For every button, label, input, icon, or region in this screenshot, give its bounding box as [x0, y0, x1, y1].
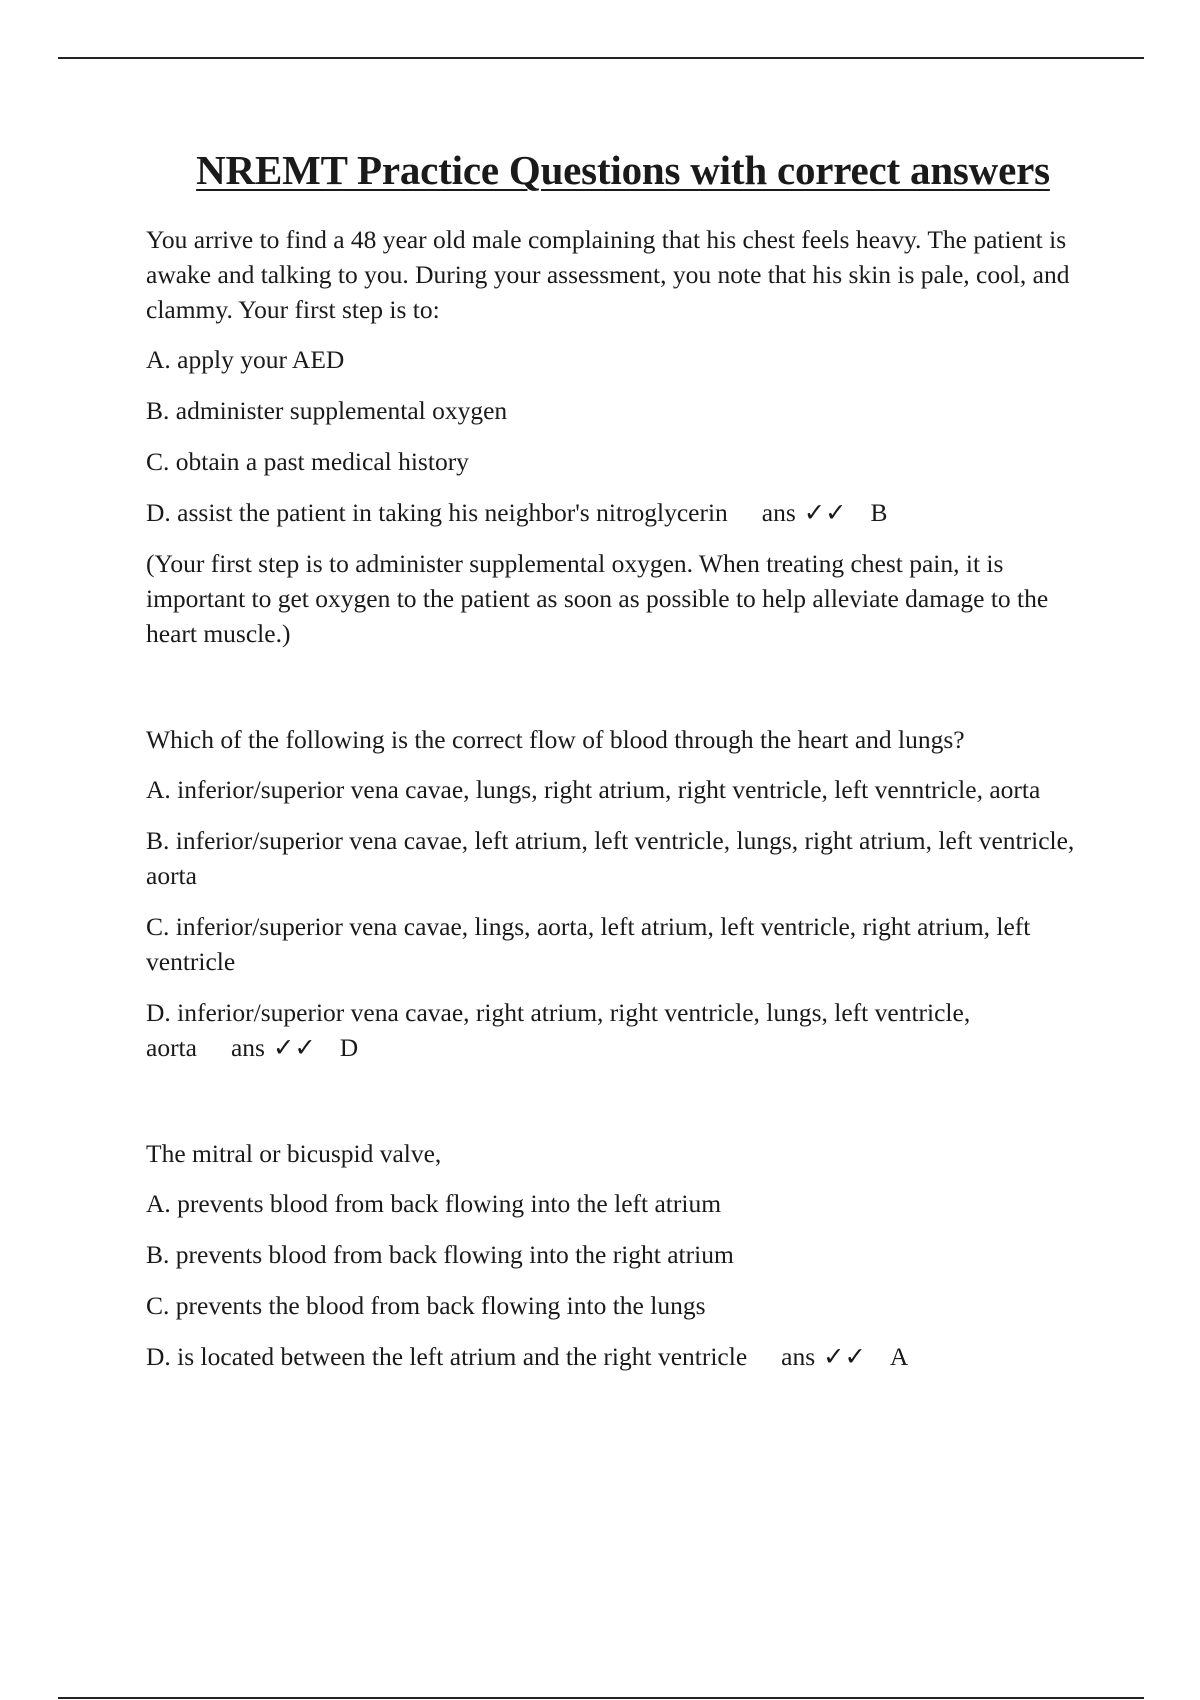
answer-label: ans	[230, 1033, 265, 1062]
spacer	[146, 667, 1096, 722]
document-title: NREMT Practice Questions with correct answers	[196, 147, 1050, 193]
question-3	[146, 1136, 1096, 1374]
answer-label: ans	[761, 498, 796, 527]
answer-key	[231, 1033, 358, 1062]
option-d: D. inferior/superior vena cavae, right atrium, right ventricle, lungs, left ventricle, aorta	[146, 998, 971, 1062]
option-c: C. inferior/superior vena cavae, lings, aorta, left atrium, left ventricle, right atrium, left ventricle	[146, 912, 1031, 976]
option-d-with-answer	[146, 495, 1096, 530]
checkmark-icon: ✓✓	[803, 498, 847, 527]
answer-explanation: (Your first step is to administer supplemental oxygen. When treating chest pain, it is important to get oxygen to the patient as soon as possible to help alleviate damage to the heart muscle.)	[146, 549, 1049, 648]
option-b: B. prevents blood from back flowing into the right atrium	[146, 1240, 734, 1269]
option-d-with-answer	[146, 1339, 1096, 1374]
question-2	[146, 722, 1096, 1065]
checkmark-icon: ✓✓	[823, 1342, 866, 1371]
answer-key	[781, 1342, 908, 1371]
option-d-with-answer	[146, 995, 1096, 1065]
question-1	[146, 222, 1096, 651]
option-a: A. inferior/superior vena cavae, lungs, right atrium, right ventricle, left venntricle, aorta	[146, 775, 1041, 804]
answer-value: B	[870, 498, 888, 527]
question-text: You arrive to find a 48 year old male complaining that his chest feels heavy. The patient is awake and talking to you. During your assessment, you note that his skin is pale, cool, and clammy. Your first step is to:	[146, 225, 1070, 324]
answer-label: ans	[781, 1342, 816, 1371]
checkmark-icon: ✓✓	[272, 1033, 316, 1062]
answer-value: D	[339, 1033, 359, 1062]
option-a: A. prevents blood from back flowing into the left atrium	[146, 1189, 722, 1218]
question-text: The mitral or bicuspid valve,	[146, 1139, 442, 1168]
answer-key	[762, 498, 888, 527]
option-c: C. prevents the blood from back flowing into the lungs	[146, 1291, 706, 1320]
spacer	[146, 1081, 1096, 1136]
header-rule	[58, 57, 1144, 59]
option-c: C. obtain a past medical history	[146, 447, 469, 476]
question-text: Which of the following is the correct flow of blood through the heart and lungs?	[146, 725, 965, 754]
option-b: B. administer supplemental oxygen	[146, 396, 508, 425]
footer-rule	[58, 1697, 1144, 1699]
option-d: D. assist the patient in taking his neighbor's nitroglycerin	[146, 498, 728, 527]
option-d: D. is located between the left atrium and the right ventricle	[146, 1342, 748, 1371]
option-a: A. apply your AED	[146, 345, 345, 374]
answer-value: A	[889, 1342, 909, 1371]
document-page	[146, 146, 1096, 1390]
option-b: B. inferior/superior vena cavae, left atrium, left ventricle, lungs, right atrium, left ventricle, aorta	[146, 826, 1075, 890]
